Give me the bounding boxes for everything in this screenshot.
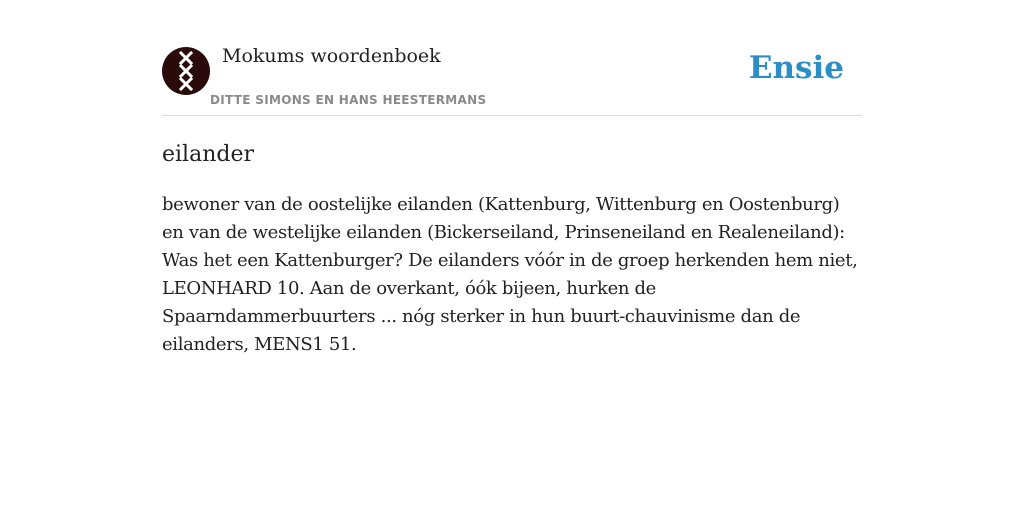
dictionary-logo[interactable] bbox=[162, 47, 210, 95]
entry-definition: bewoner van de oostelijke eilanden (Kattenburg, Wittenburg en Oostenburg) en van de westelijke eilanden (Bickerseiland, Prinseneiland en Realeneiland): Was het een Kattenburger? De eilanders vóór in de groep herkenden hem niet, LEONHARD 10. Aan de overkant, óók bijeen, hurken de Spaarndammerbuurters ... nóg sterker in hun buurt-chauvinisme dan de eilanders, MENS1 51. bbox=[162, 194, 858, 355]
dictionary-title[interactable]: Mokums woordenboek bbox=[222, 45, 441, 67]
dictionary-authors: DITTE SIMONS EN HANS HEESTERMANS bbox=[210, 93, 487, 107]
amsterdam-andreas-crosses-icon bbox=[178, 51, 194, 91]
dictionary-header bbox=[162, 40, 862, 116]
entry-card bbox=[162, 40, 862, 359]
ensie-brand-link[interactable]: Ensie bbox=[748, 50, 844, 86]
entry-headword: eilander bbox=[162, 142, 254, 167]
